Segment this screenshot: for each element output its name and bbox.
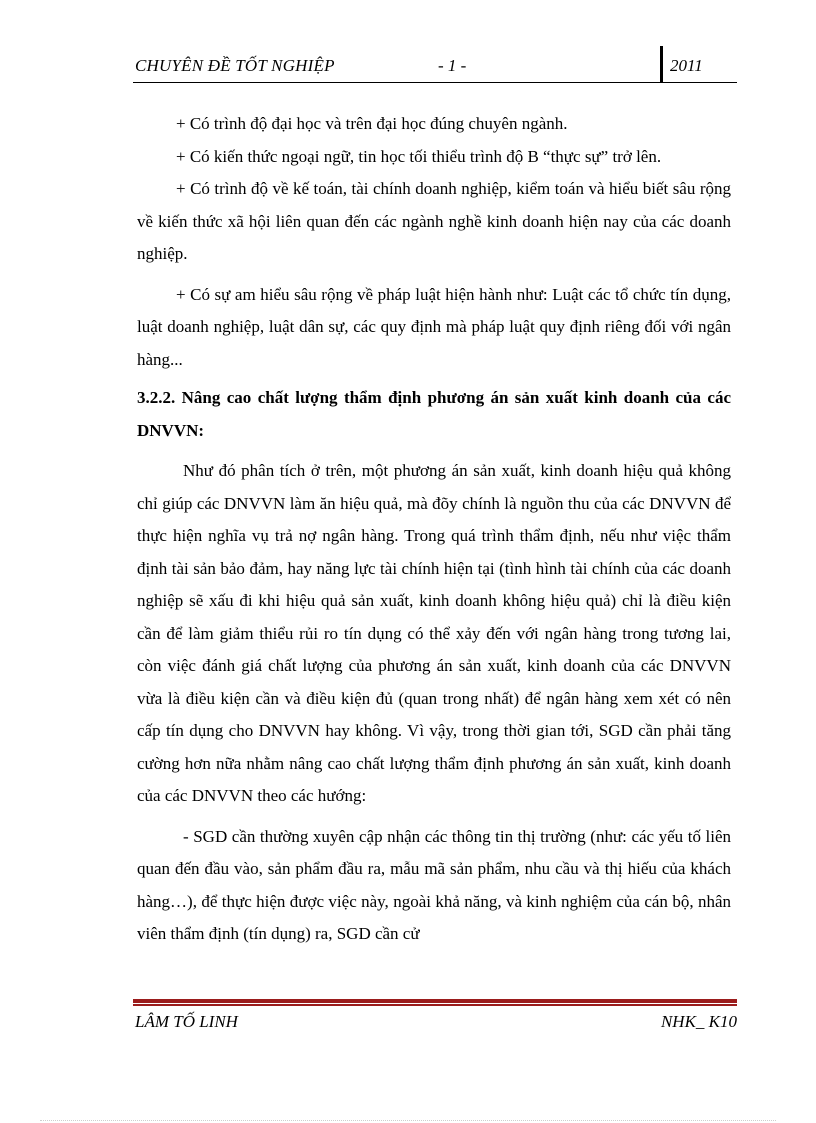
footer-rule — [133, 999, 737, 1006]
paragraph-requirement-law: + Có sự am hiểu sâu rộng về pháp luật hiện hành như: Luật các tổ chức tín dụng, luật doanh nghiệp, luật dân sự, các quy định mà pháp luật quy định riêng đối với ngân hàng... — [137, 284, 731, 369]
paragraph-requirement-degree: + Có trình độ đại học và trên đại học đúng chuyên ngành. — [176, 114, 568, 133]
paragraph-market-info: - SGD cần thường xuyên cập nhận các thông tin thị trường (như: các yếu tố liên quan đến đầu vào, sản phẩm đầu ra, mẫu mã sản phẩm, nhu cầu và thị hiếu của khách hàng…), để thực hiện được việc này, ngoài khả năng, và kinh nghiệm của cán bộ, nhân viên thẩm định (tín dụng) ra, SGD cần cử — [137, 826, 731, 943]
section-heading: 3.2.2. Nâng cao chất lượng thẩm định phương án sản xuất kinh doanh của các DNVVN: — [137, 388, 731, 440]
header-title: CHUYÊN ĐỀ TỐT NGHIỆP — [135, 56, 335, 75]
paragraph-requirement-languages: + Có kiến thức ngoại ngữ, tin học tối thiểu trình độ B “thực sự” trở lên. — [176, 146, 662, 166]
header-divider — [660, 46, 663, 82]
document-body — [137, 108, 731, 951]
page-header — [133, 52, 737, 82]
paragraph-requirement-accounting: + Có trình độ về kế toán, tài chính doanh nghiệp, kiểm toán và hiểu biết sâu rộng về kiến thức xã hội liên quan đến các ngành nghề kinh doanh hiện nay của các doanh nghiệp. — [137, 179, 731, 263]
page-number: - 1 - — [438, 56, 467, 75]
page-footer — [133, 1012, 737, 1036]
footer-author: LÂM TỐ LINH — [135, 1012, 238, 1031]
paragraph-analysis: Như đó phân tích ở trên, một phương án sản xuất, kinh doanh hiệu quả không chỉ giúp các DNVVN làm ăn hiệu quả, mà đõy chính là nguồn thu của các DNVVN để thực hiện nghĩa vụ trả nợ ngân hàng. Trong quá trình thẩm định, nếu như việc thẩm định tài sản bảo đảm, hay năng lực tài chính hiện tại (tình hình tài chính của các doanh nghiệp sẽ xấu đi khi hiệu quả sản xuất, kinh doanh không hiệu quả) chỉ là điều kiện cần để làm giảm thiểu rủi ro tín dụng có thể xảy đến với ngân hàng trong tương lai, còn việc đánh giá chất lượng của phương án sản xuất, kinh doanh của các DNVVN vừa là điều kiện cần và điều kiện đủ (quan trong nhất) để ngân hàng xem xét có nên cấp tín dụng cho DNVVN hay không. Vì vậy, trong thời gian tới, SGD cần phải tăng cường hơn nữa nhằm nâng cao chất lượng thẩm định phương án sản xuất, kinh doanh của các DNVVN theo các hướng: — [137, 461, 731, 805]
header-year: 2011 — [670, 56, 703, 75]
footer-class: NHK_ K10 — [660, 1012, 737, 1031]
header-rule — [133, 82, 737, 83]
page-bottom-border — [40, 1120, 776, 1121]
